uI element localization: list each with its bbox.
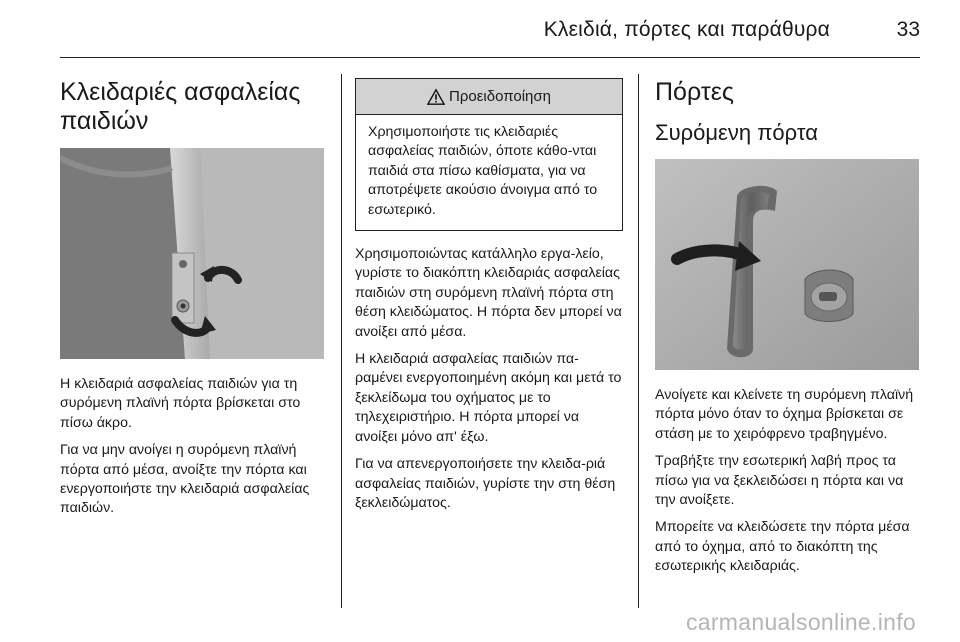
child-lock-activate-text: Για να μην ανοίγει η συρόμενη πλαϊνή πόρτα από μέσα, ανοίξτε την πόρτα και ενεργοποιήστε την κλειδαριά ασφαλείας παιδιών. <box>60 442 310 517</box>
watermark: carmanualsonline.info <box>685 609 916 635</box>
warning-triangle-icon <box>427 88 445 106</box>
subsection-title-sliding-door: Συρόμενη πόρτα <box>655 120 818 145</box>
column-child-locks-continued <box>355 78 625 521</box>
section-title-line2: παιδιών <box>60 107 149 135</box>
section-title-doors: Πόρτες <box>655 78 734 106</box>
page-header-title: Κλειδιά, πόρτες και παράθυρα <box>543 18 830 41</box>
column-divider-left <box>341 74 342 608</box>
header-rule <box>60 57 920 58</box>
section-title-child-locks <box>60 78 326 136</box>
column-child-locks <box>60 78 326 527</box>
child-lock-location-text: Η κλειδαριά ασφαλείας παιδιών για τη συρόμενη πλαϊνή πόρτα βρίσκεται στο πίσω άκρο. <box>60 376 301 431</box>
section-title-line1: Κλειδαριές ασφαλείας <box>60 78 301 106</box>
sliding-door-open-text: Τραβήξτε την εσωτερική λαβή προς τα πίσω για να ξεκλειδώσει η πόρτα και να την ανοίξετε. <box>655 453 904 509</box>
warning-title: Προειδοποίηση <box>449 88 551 105</box>
child-lock-illustration <box>60 148 324 359</box>
warning-header <box>356 79 622 115</box>
child-lock-remote-text: Η κλειδαριά ασφαλείας παιδιών πα-ραμένει ενεργοποιημένη ακόμη και μετά το ξεκλείδωμα του οχήματος με το τηλεχειριστήριο. Η πόρτα μπορεί να ανοίξει μόνο απ' έξω. <box>355 351 622 445</box>
child-lock-deactivate-text: Για να απενεργοποιήσετε την κλειδα-ριά ασφαλείας παιδιών, γυρίστε την στη θέση ξεκλειδώματος. <box>355 456 616 511</box>
sliding-door-handle-illustration <box>655 159 919 370</box>
warning-text: Χρησιμοποιήστε τις κλειδαριές ασφαλείας παιδιών, όποτε κάθο-νται παιδιά στα πίσω καθίσματα, για να αποτρέψετε ακούσιο άνοιγμα από το εσωτερικό. <box>368 124 598 218</box>
column-divider-right <box>638 74 639 608</box>
warning-box <box>355 78 623 231</box>
column-doors <box>655 78 921 585</box>
sliding-door-safety-text: Ανοίγετε και κλείνετε τη συρόμενη πλαϊνή πόρτα μόνο όταν το όχημα βρίσκεται σε στάση με το χειρόφρενο τραβηγμένο. <box>655 387 914 442</box>
child-lock-tool-text: Χρησιμοποιώντας κατάλληλο εργα-λείο, γυρίστε το διακόπτη κλειδαριάς ασφαλείας παιδιών στη συρόμενη πλαϊνή πόρτα στη θέση κλειδώματος. Η πόρτα δεν μπορεί να ανοίξει από μέσα. <box>355 246 622 340</box>
page-number: 33 <box>896 18 920 41</box>
sliding-door-lock-text: Μπορείτε να κλειδώσετε την πόρτα μέσα από το όχημα, από το διακόπτη της εσωτερικής κλειδαριάς. <box>655 519 910 575</box>
